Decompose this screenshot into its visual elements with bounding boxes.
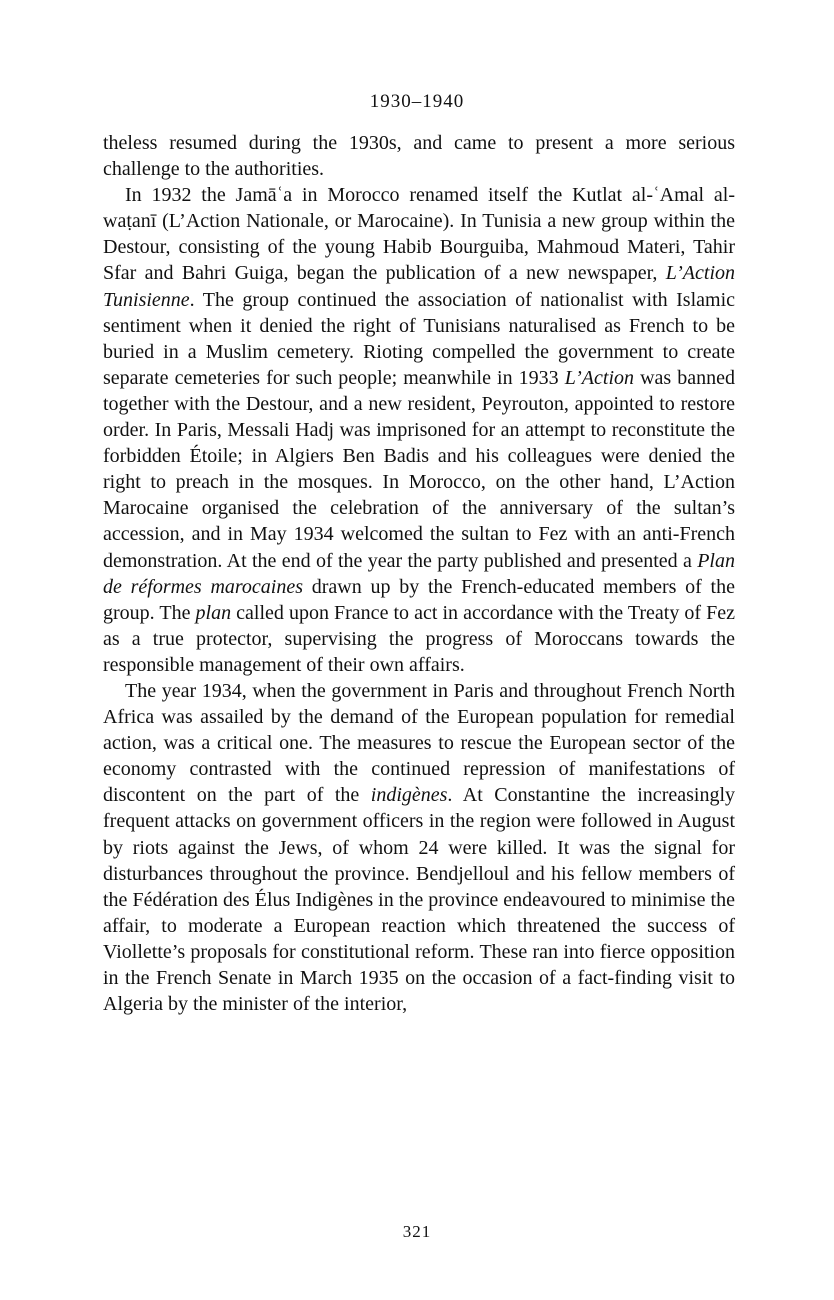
text-span: theless resumed during the 1930s, and came to present a more serious challenge to the authorities. — [103, 132, 735, 181]
paragraph-3 — [103, 678, 735, 1017]
italic-title: L’Action Tunisienne — [103, 262, 735, 311]
paragraph-2 — [103, 182, 735, 678]
page-number: 321 — [402, 1222, 432, 1241]
text-span: The year 1934, when the government in Paris and throughout French North Africa was assailed by the demand of the European population for remedial action, was a critical one. The measures to rescue the European sector of the economy contrasted with the continued repression of manifestations of discontent on the part of the — [103, 679, 735, 807]
text-span: . The group continued the association of nationalist with Islamic sentiment when it denied the right of Tunisians naturalised as French to be buried in a Muslim cemetery. Rioting compelled the government to create separate cemeteries for such people; meanwhile in 1933 — [103, 288, 735, 389]
text-span: . At Constantine the increasingly frequent attacks on government officers in the region were followed in August by riots against the Jews, of whom 24 were killed. It was the signal for disturbances throughout the province. Bendjelloul and his fellow members of the Fédération des Élus Indigènes in the province endeavoured to minimise the affair, to moderate a European reaction which threatened the success of Viollette’s proposals for constitutional reform. These ran into fierce opposition in the French Senate in March 1935 on the occasion of a fact-finding visit to Algeria by the minister of the interior, — [103, 784, 735, 1016]
text-span: called upon France to act in accordance with the Treaty of Fez as a true protector, supervising the progress of Moroccans towards the responsible management of their own affairs. — [103, 601, 735, 676]
page-body — [103, 130, 735, 1017]
paragraph-1 — [103, 130, 735, 182]
running-head: 1930–1940 — [369, 91, 465, 112]
text-span: was banned together with the Destour, and a new resident, Peyrouton, appointed to restore order. In Paris, Messali Hadj was imprisoned for an attempt to reconstitute the forbidden Étoile; in Algiers Ben Badis and his colleagues were denied the right to preach in the mosques. In Morocco, on the other hand, L’Action Marocaine organised the celebration of the anniversary of the sultan’s accession, and in May 1934 welcomed the sultan to Fez with an anti-French demonstration. At the end of the year the party published and presented a — [103, 366, 736, 572]
italic-word: plan — [195, 601, 232, 624]
text-span: In 1932 the Jamāʿa in Morocco renamed itself the Kutlat al-ʿAmal al-waṭanī (L’Action Nationale, or Marocaine). In Tunisia a new group within the Destour, consisting of the young Habib Bourguiba, Mahmoud Materi, Tahir Sfar and Bahri Guiga, began the publication of a new newspaper, — [103, 184, 735, 285]
text-span: drawn up by the French-educated members of the group. The — [103, 575, 735, 624]
italic-word: indigènes — [370, 784, 448, 807]
body-text — [103, 130, 735, 1017]
italic-title: L’Action — [564, 366, 634, 389]
italic-title: Plan de réformes marocaines — [103, 549, 735, 598]
